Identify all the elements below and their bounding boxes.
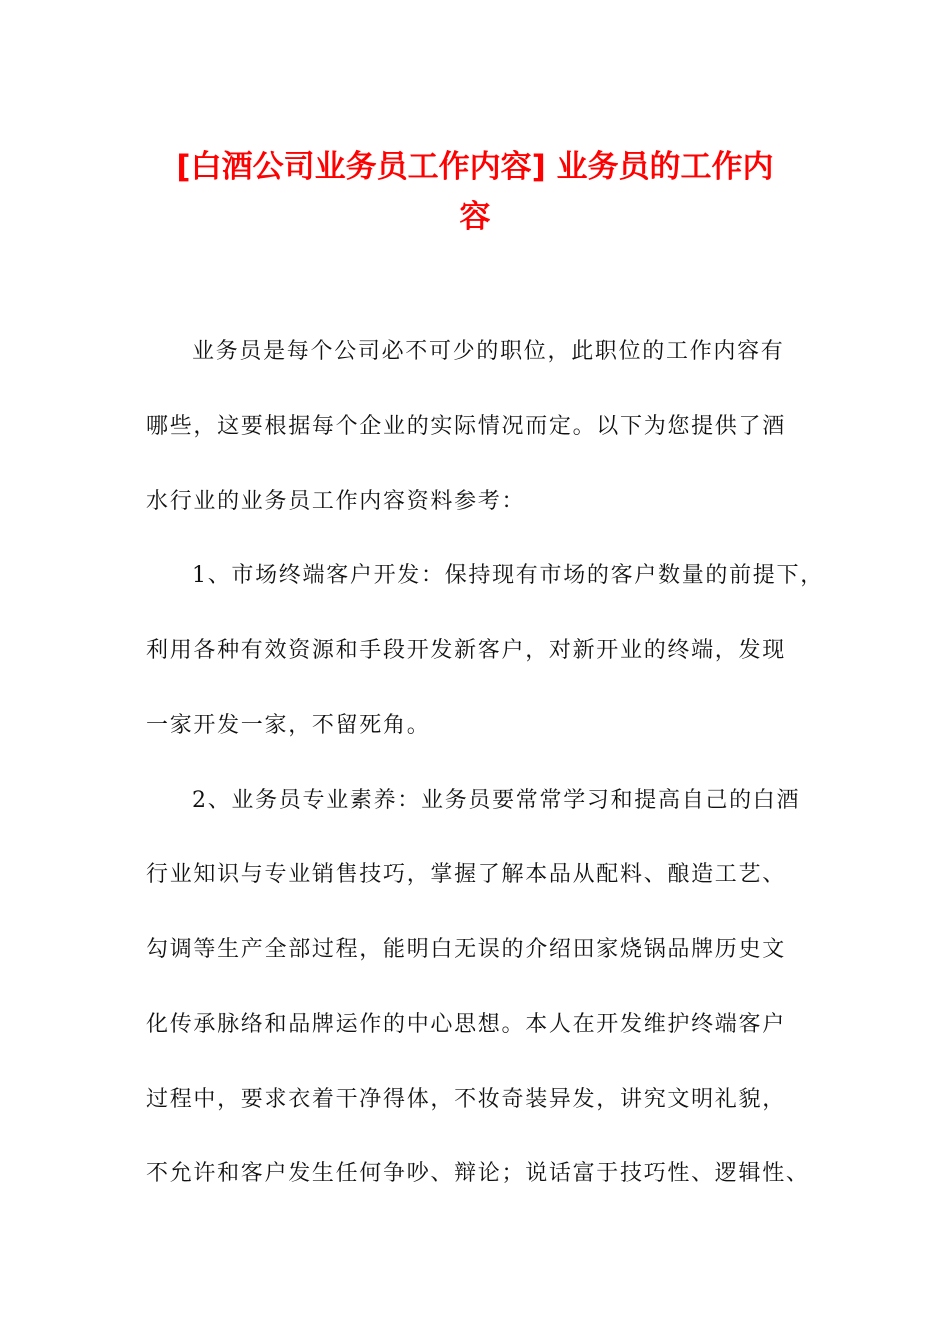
- paragraph-line: 利用各种有效资源和手段开发新客户，对新开业的终端，发现: [146, 638, 786, 663]
- document-body: [146, 315, 824, 1212]
- paragraph-line: 1、市场终端客户开发：保持现有市场的客户数量的前提下，: [192, 563, 824, 589]
- paragraph-line: 过程中，要求衣着干净得体，不妆奇装异发，讲究文明礼貌，: [146, 1086, 786, 1112]
- title-line-1: [白酒公司业务员工作内容] 业务员的工作内: [176, 149, 774, 185]
- document-title: [120, 142, 830, 242]
- paragraph-line: 不允许和客户发生任何争吵、辩论；说话富于技巧性、逻辑性、: [146, 1161, 810, 1187]
- paragraph-line: 业务员是每个公司必不可少的职位，此职位的工作内容有: [192, 339, 785, 364]
- paragraph-line: 哪些，这要根据每个企业的实际情况而定。以下为您提供了酒: [146, 413, 786, 439]
- paragraph-line: 一家开发一家，不留死角。: [146, 712, 431, 738]
- paragraph-line: 化传承脉络和品牌运作的中心思想。本人在开发维护终端客户: [146, 1011, 786, 1037]
- paragraph-line: 2、业务员专业素养：业务员要常常学习和提高自己的白酒: [192, 787, 801, 813]
- paragraph-line: 水行业的业务员工作内容资料参考：: [146, 488, 526, 514]
- paragraph-line: 行业知识与专业销售技巧，掌握了解本品从配料、酿造工艺、: [146, 862, 786, 888]
- paragraph-line: 勾调等生产全部过程，能明白无误的介绍田家烧锅品牌历史文: [146, 937, 786, 962]
- title-line-2: 容: [459, 199, 491, 235]
